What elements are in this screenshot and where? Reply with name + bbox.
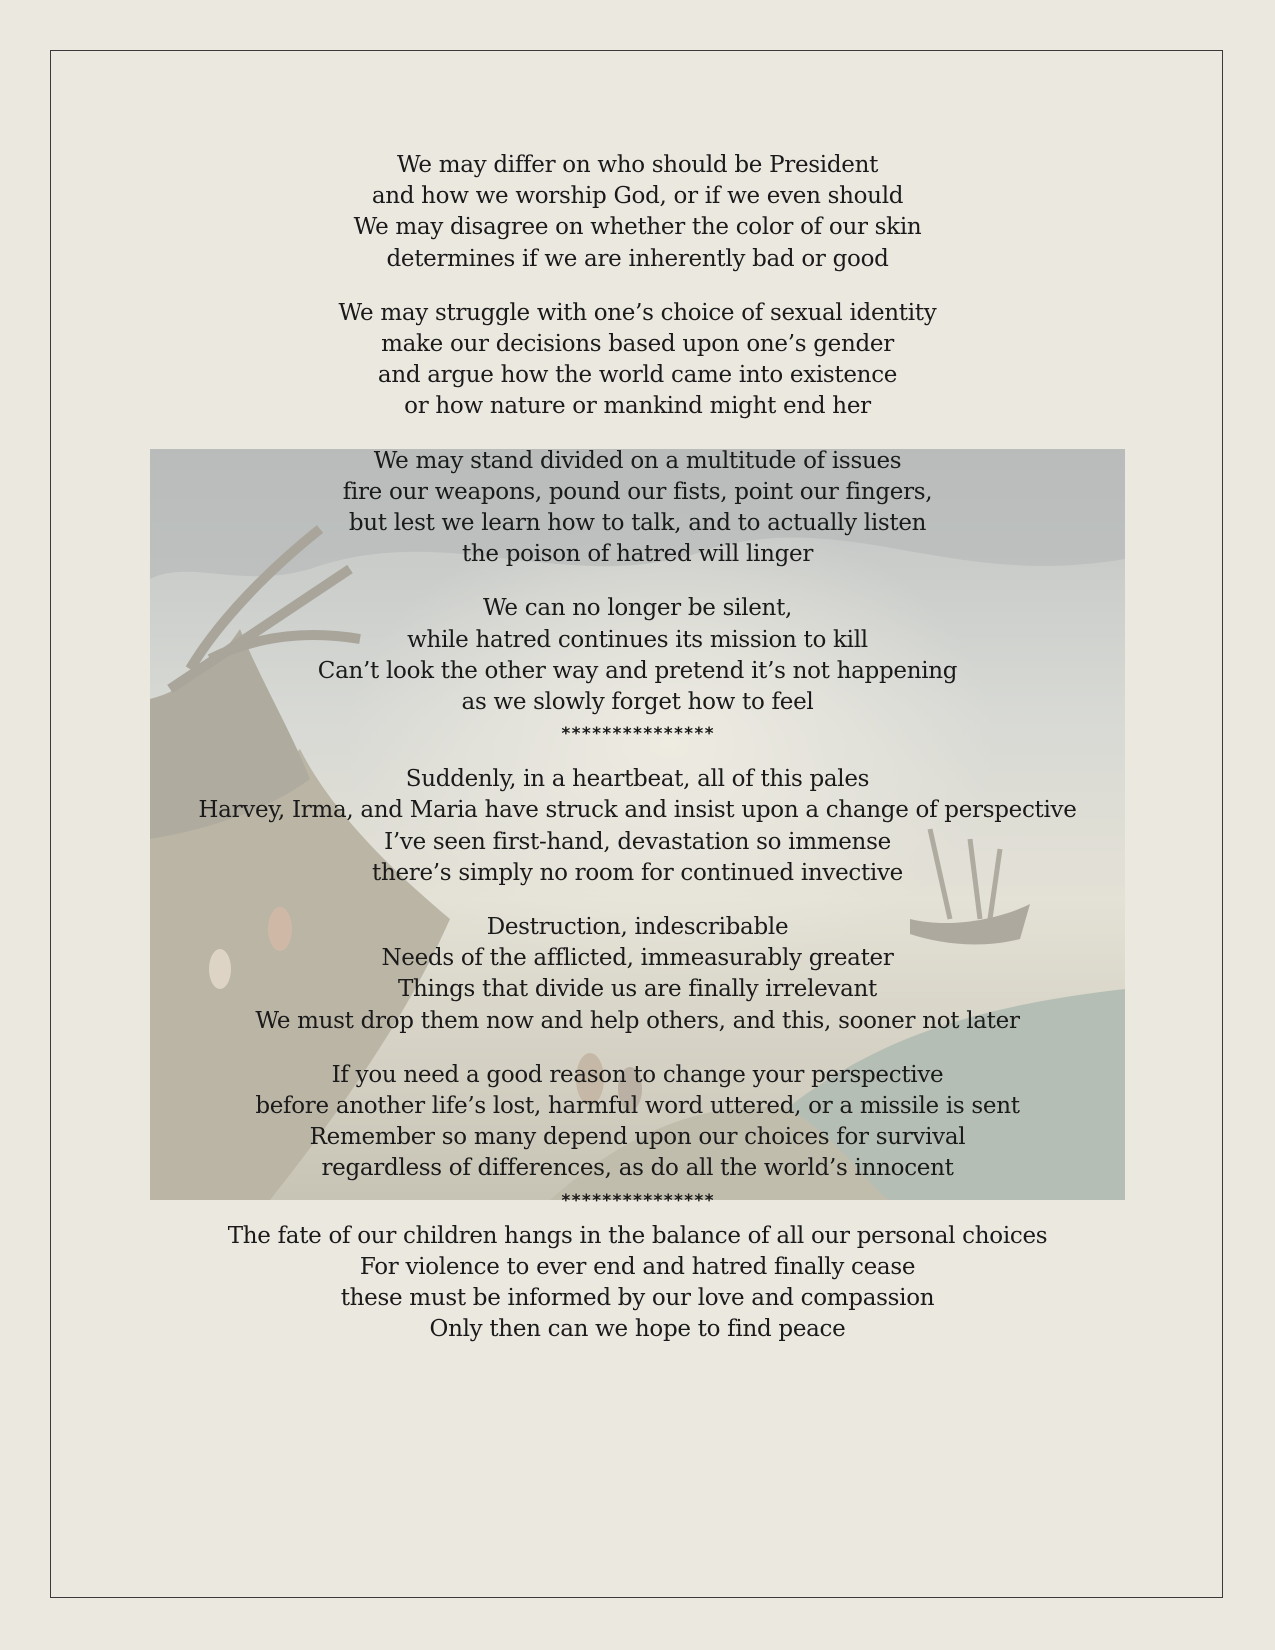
poem-line: I’ve seen first-hand, devastation so immense xyxy=(384,828,891,855)
stanza-1 xyxy=(0,150,1275,275)
poem-line: but lest we learn how to talk, and to actually listen xyxy=(348,510,927,537)
poem-line: Destruction, indescribable xyxy=(486,914,789,941)
stanza-8 xyxy=(0,1221,1275,1346)
poem-line: Only then can we hope to find peace xyxy=(429,1316,846,1343)
poem-line: there’s simply no room for continued invective xyxy=(372,859,903,886)
poem-line: make our decisions based upon one’s gender xyxy=(381,331,894,358)
poem-line: The fate of our children hangs in the balance of all our personal choices xyxy=(227,1222,1048,1249)
poem-line: Suddenly, in a heartbeat, all of this pales xyxy=(405,766,870,793)
poem-line: before another life’s lost, harmful word uttered, or a missile is sent xyxy=(255,1093,1020,1120)
poem-line: fire our weapons, pound our fists, point our fingers, xyxy=(342,478,933,505)
poem-line: Things that divide us are finally irrelevant xyxy=(397,976,877,1003)
poem-line: the poison of hatred will linger xyxy=(461,541,814,568)
poem-line: We may disagree on whether the color of our skin xyxy=(353,214,922,241)
stanza-3 xyxy=(0,446,1275,571)
poem-line: If you need a good reason to change your perspective xyxy=(331,1061,944,1088)
poem xyxy=(0,150,1275,1369)
poem-line: Can’t look the other way and pretend it’s not happening xyxy=(317,657,958,684)
poem-line: Remember so many depend upon our choices for survival xyxy=(309,1124,966,1151)
poem-line: and argue how the world came into existence xyxy=(377,362,898,389)
stanza-5 xyxy=(0,764,1275,889)
poem-line: determines if we are inherently bad or good xyxy=(386,245,889,272)
section-divider: *************** xyxy=(560,1190,715,1211)
stanza-4 xyxy=(0,593,1275,718)
stanza-7 xyxy=(0,1060,1275,1185)
stanza-6 xyxy=(0,912,1275,1037)
poem-line: We must drop them now and help others, and this, sooner not later xyxy=(255,1007,1020,1034)
poem-line: as we slowly forget how to feel xyxy=(461,689,814,716)
poem-line: regardless of differences, as do all the world’s innocent xyxy=(321,1155,954,1182)
poem-line: We may struggle with one’s choice of sexual identity xyxy=(338,299,937,326)
poem-line: We can no longer be silent, xyxy=(482,595,793,622)
poem-line: these must be informed by our love and compassion xyxy=(340,1285,935,1312)
poem-line: or how nature or mankind might end her xyxy=(404,393,871,420)
poem-line: We may stand divided on a multitude of issues xyxy=(373,447,902,474)
poem-line: Harvey, Irma, and Maria have struck and insist upon a change of perspective xyxy=(198,797,1077,824)
section-divider: *************** xyxy=(560,724,715,745)
poem-line: and how we worship God, or if we even should xyxy=(371,183,904,210)
poem-line: Needs of the afflicted, immeasurably greater xyxy=(381,945,894,972)
stanza-2 xyxy=(0,298,1275,423)
poem-line: while hatred continues its mission to kill xyxy=(407,626,868,653)
poem-line: We may differ on who should be President xyxy=(396,152,879,178)
poem-line: For violence to ever end and hatred finally cease xyxy=(359,1253,916,1280)
